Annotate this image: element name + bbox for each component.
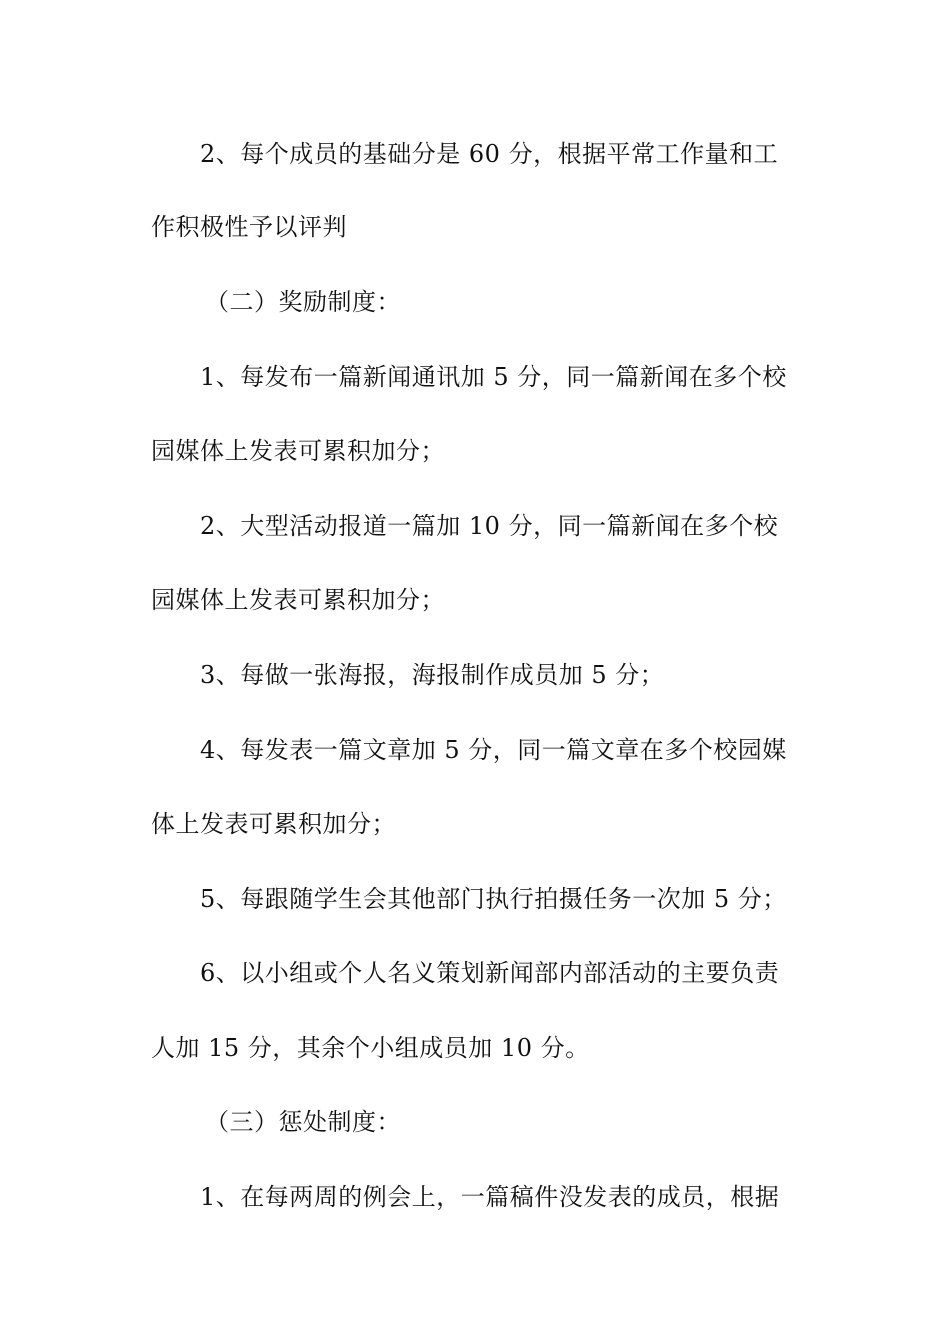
paragraph-line: 6、以小组或个人名义策划新闻部内部活动的主要负责 [200, 959, 780, 987]
paragraph-line: 人加 15 分，其余个小组成员加 10 分。 [151, 1034, 590, 1062]
section-heading-reward: （二）奖励制度： [205, 288, 401, 316]
paragraph-line: 5、每跟随学生会其他部门执行拍摄任务一次加 5 分； [200, 885, 787, 913]
paragraph-line: 1、在每两周的例会上，一篇稿件没发表的成员，根据 [200, 1183, 780, 1211]
paragraph-line: 1、每发布一篇新闻通讯加 5 分，同一篇新闻在多个校 [200, 363, 787, 391]
paragraph-line: 3、每做一张海报，海报制作成员加 5 分； [200, 661, 665, 689]
paragraph-line: 4、每发表一篇文章加 5 分，同一篇文章在多个校园媒 [200, 736, 787, 764]
paragraph-line: 园媒体上发表可累积加分； [151, 586, 445, 614]
paragraph-line: 作积极性予以评判 [151, 213, 347, 241]
paragraph-line: 2、大型活动报道一篇加 10 分，同一篇新闻在多个校 [200, 512, 779, 540]
paragraph-line: 2、每个成员的基础分是 60 分，根据平常工作量和工 [200, 140, 779, 168]
paragraph-line: 园媒体上发表可累积加分； [151, 437, 445, 465]
paragraph-line: 体上发表可累积加分； [151, 810, 396, 838]
section-heading-penalty: （三）惩处制度： [205, 1108, 401, 1136]
